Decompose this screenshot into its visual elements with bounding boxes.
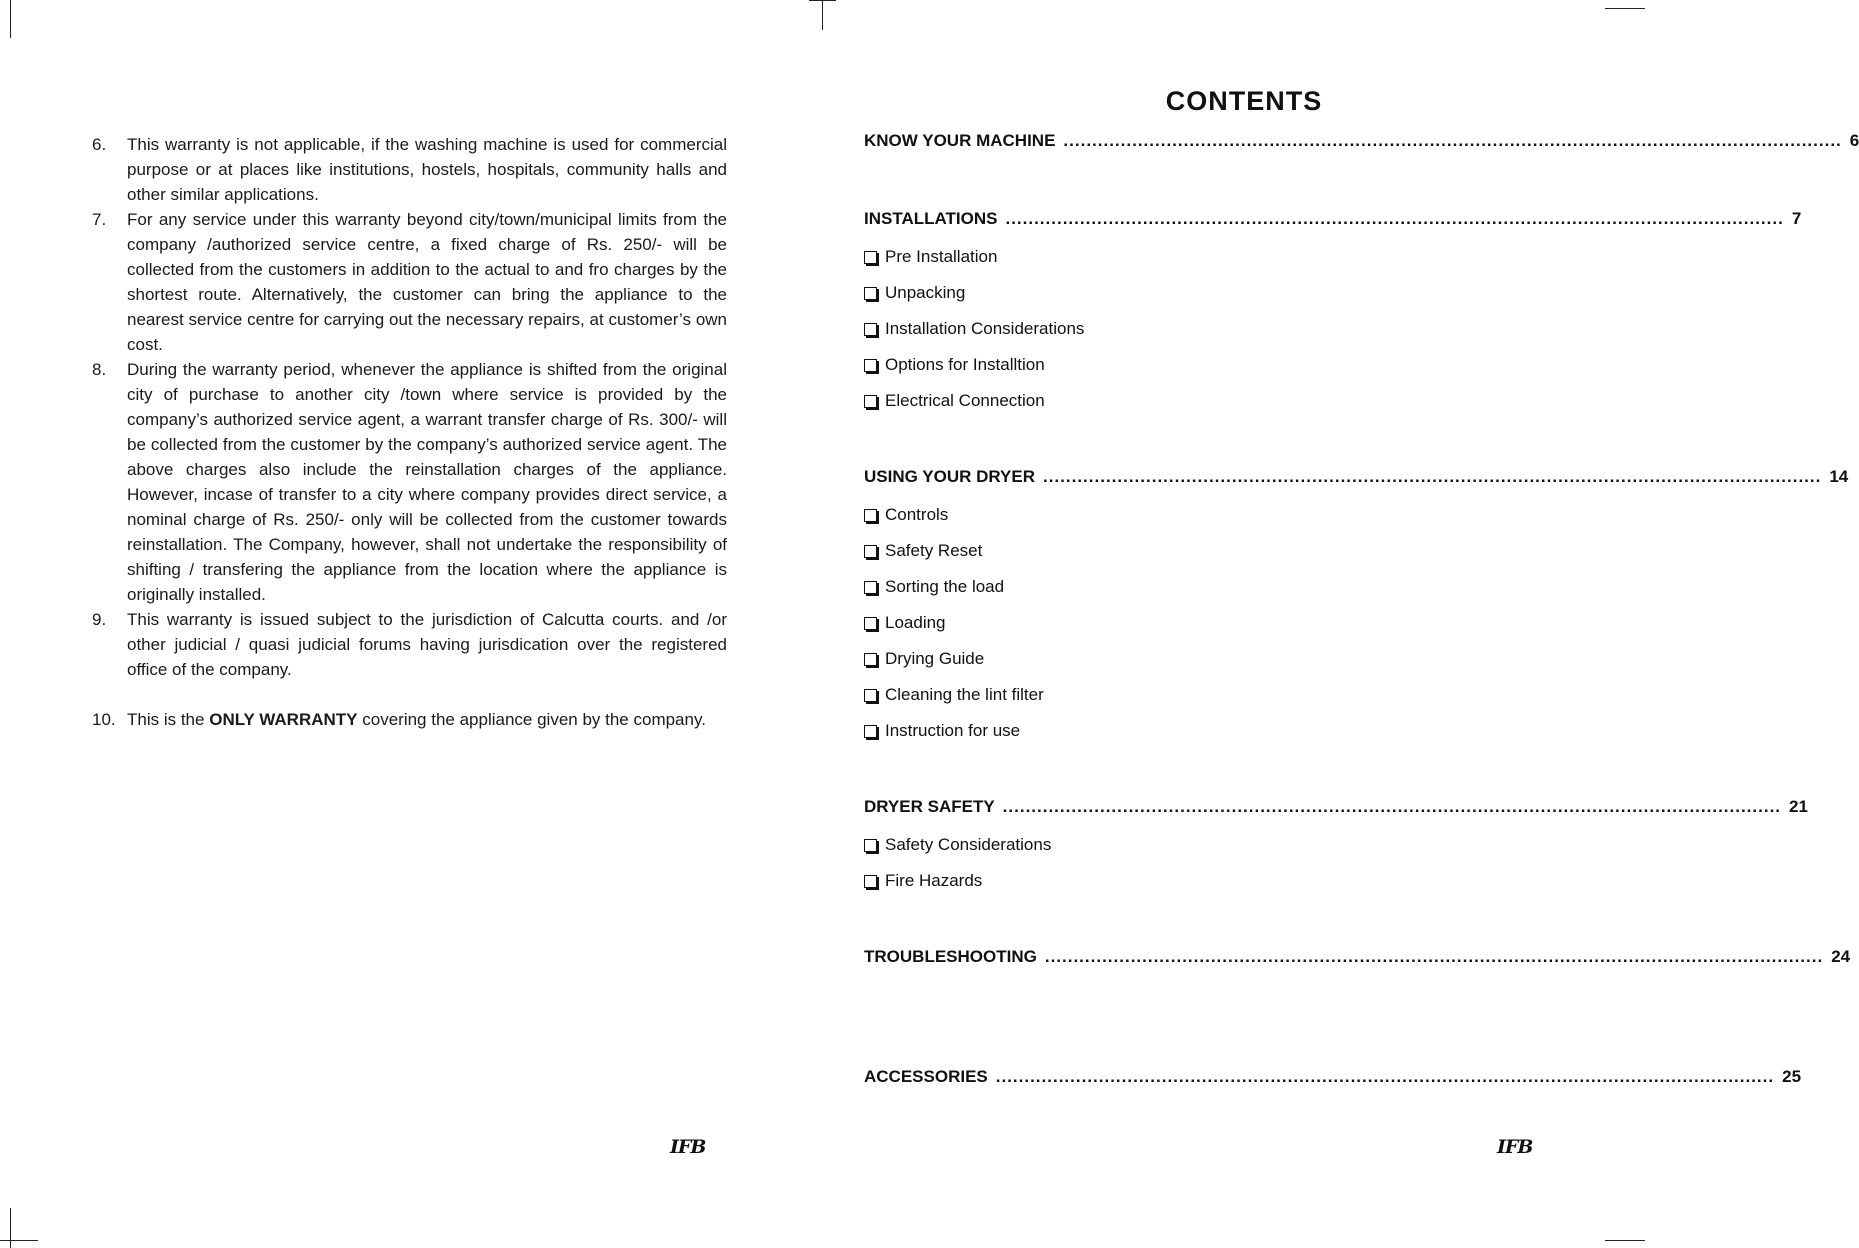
crop-mark-bottom-left bbox=[10, 1208, 11, 1248]
toc-subitem bbox=[864, 311, 1542, 347]
checkbox-bullet-icon bbox=[864, 875, 877, 888]
warranty-item-9 bbox=[92, 607, 727, 682]
toc-label: KNOW YOUR MACHINE bbox=[864, 131, 1056, 150]
toc-using-your-dryer bbox=[864, 467, 1849, 497]
item-number: 8. bbox=[92, 360, 107, 379]
item-number: 6. bbox=[92, 135, 107, 154]
item-text bbox=[127, 707, 727, 732]
toc-leader-dots: ........................................................................................................................................ bbox=[995, 1067, 1775, 1086]
toc-page-number: 24 bbox=[1831, 947, 1851, 966]
toc-subitem-label: Pre Installation bbox=[885, 247, 998, 266]
toc-subitem bbox=[864, 827, 1542, 863]
item-text: This warranty is not applicable, if the washing machine is used for commercial purpose or at places like institutions, hostels, hospitals, community halls and other similar applications. bbox=[127, 135, 727, 204]
item-text-after: covering the appliance given by the company. bbox=[362, 710, 706, 729]
toc-subitem-label: Fire Hazards bbox=[885, 871, 983, 890]
toc-know-your-machine bbox=[864, 131, 1859, 161]
crop-mark-bottom-right-h bbox=[1605, 1240, 1645, 1241]
toc-subitem-label: Electrical Connection bbox=[885, 391, 1045, 410]
crop-mark-top-right-h bbox=[1605, 8, 1645, 9]
toc-subitem bbox=[864, 713, 1542, 749]
toc-dryer-safety bbox=[864, 797, 1808, 827]
toc-label: INSTALLATIONS bbox=[864, 209, 998, 228]
checkbox-bullet-icon bbox=[864, 617, 877, 630]
checkbox-bullet-icon bbox=[864, 251, 877, 264]
toc-leader-dots: ........................................................................................................................................ bbox=[1042, 467, 1822, 486]
item-number: 7. bbox=[92, 210, 107, 229]
toc-page-number: 14 bbox=[1829, 467, 1849, 486]
toc-page-number: 7 bbox=[1791, 209, 1802, 228]
item-number: 9. bbox=[92, 610, 107, 629]
toc-subitem bbox=[864, 677, 1542, 713]
toc-subitem-label: Safety Reset bbox=[885, 541, 983, 560]
toc-subitem bbox=[864, 569, 1542, 605]
checkbox-bullet-icon bbox=[864, 545, 877, 558]
toc-subitem bbox=[864, 383, 1542, 419]
item-text: For any service under this warranty beyond city/town/municipal limits from the company /authorized service centre, a fixed charge of Rs. 250/- will be collected from the customers in addition to the actual to and fro charges by the shortest route. Alternatively, the customer can bring the appliance to the nearest service centre for carrying out the necessary repairs, at customer’s own cost. bbox=[127, 210, 727, 354]
toc-subitem bbox=[864, 863, 1542, 899]
crop-mark-bottom-left-h bbox=[0, 1240, 38, 1241]
warranty-item-7 bbox=[92, 207, 727, 357]
toc-label: TROUBLESHOOTING bbox=[864, 947, 1037, 966]
toc-subitem-label: Cleaning the lint filter bbox=[885, 685, 1044, 704]
checkbox-bullet-icon bbox=[864, 725, 877, 738]
toc-subitem bbox=[864, 347, 1542, 383]
crop-mark-top-center-h bbox=[809, 0, 836, 1]
warranty-item-8 bbox=[92, 357, 727, 607]
toc-label: DRYER SAFETY bbox=[864, 797, 995, 816]
toc-label: ACCESSORIES bbox=[864, 1067, 988, 1086]
toc-subitem-label: Drying Guide bbox=[885, 649, 985, 668]
only-warranty-emphasis: ONLY WARRANTY bbox=[209, 710, 358, 729]
toc-subitem bbox=[864, 605, 1542, 641]
toc-subitem bbox=[864, 239, 1542, 275]
item-text: During the warranty period, whenever the appliance is shifted from the original city of purchase to another city /town where service is provided by the company’s authorized service agent, a warrant transfer charge of Rs. 300/- will be collected from the customer by the company’s authorized service agent. The above charges also include the reinstallation charges of the appliance. However, incase of transfer to a city where company provides direct service, a nominal charge of Rs. 250/- only will be collected from the customer towards reinstallation. The Company, however, shall not undertake the responsibility of shifting / transfering the appliance from the location where the appliance is originally installed. bbox=[127, 360, 727, 604]
toc-leader-dots: ........................................................................................................................................ bbox=[1002, 797, 1782, 816]
crop-mark-top-left bbox=[10, 0, 11, 38]
toc-troubleshooting bbox=[864, 947, 1851, 977]
toc-subitem bbox=[864, 275, 1542, 311]
warranty-terms bbox=[92, 132, 727, 732]
toc-leader-dots: ........................................................................................................................................ bbox=[1044, 947, 1824, 966]
item-text-before: This is the bbox=[127, 710, 205, 729]
toc-page-number: 25 bbox=[1782, 1067, 1802, 1086]
warranty-item-6 bbox=[92, 132, 727, 207]
toc-installations bbox=[864, 209, 1802, 239]
toc-subitem-label: Loading bbox=[885, 613, 946, 632]
checkbox-bullet-icon bbox=[864, 689, 877, 702]
toc-subitem bbox=[864, 641, 1542, 677]
item-number: 10. bbox=[92, 710, 116, 729]
toc-subitem-label: Options for Installtion bbox=[885, 355, 1045, 374]
toc-subitem bbox=[864, 533, 1542, 569]
toc-label: USING YOUR DRYER bbox=[864, 467, 1035, 486]
contents-page bbox=[864, 86, 1859, 1097]
toc-subitem-label: Sorting the load bbox=[885, 577, 1005, 596]
crop-mark-top-center bbox=[822, 0, 823, 30]
toc-page-number: 6 bbox=[1849, 131, 1859, 150]
ifb-logo-left: IFB bbox=[670, 1136, 706, 1158]
checkbox-bullet-icon bbox=[864, 287, 877, 300]
checkbox-bullet-icon bbox=[864, 509, 877, 522]
checkbox-bullet-icon bbox=[864, 359, 877, 372]
checkbox-bullet-icon bbox=[864, 839, 877, 852]
toc-subitem-label: Installation Considerations bbox=[885, 319, 1085, 338]
toc-subitem-label: Controls bbox=[885, 505, 949, 524]
toc-subitem-label: Safety Considerations bbox=[885, 835, 1052, 854]
toc-leader-dots: ........................................................................................................................................ bbox=[1005, 209, 1784, 228]
warranty-item-10 bbox=[92, 707, 727, 732]
toc-subitem-label: Unpacking bbox=[885, 283, 966, 302]
toc-subitem-label: Instruction for use bbox=[885, 721, 1021, 740]
toc-accessories bbox=[864, 1067, 1802, 1097]
checkbox-bullet-icon bbox=[864, 395, 877, 408]
contents-title: CONTENTS bbox=[1165, 86, 1323, 116]
checkbox-bullet-icon bbox=[864, 323, 877, 336]
toc-leader-dots: ........................................................................................................................................ bbox=[1063, 131, 1842, 150]
toc-page-number: 21 bbox=[1789, 797, 1808, 816]
ifb-logo-right: IFB bbox=[1497, 1136, 1533, 1158]
checkbox-bullet-icon bbox=[864, 581, 877, 594]
item-text: This warranty is issued subject to the jurisdiction of Calcutta courts. and /or other judicial / quasi judicial forums having jurisdication over the registered office of the company. bbox=[127, 610, 727, 679]
checkbox-bullet-icon bbox=[864, 653, 877, 666]
toc-subitem bbox=[864, 497, 1542, 533]
